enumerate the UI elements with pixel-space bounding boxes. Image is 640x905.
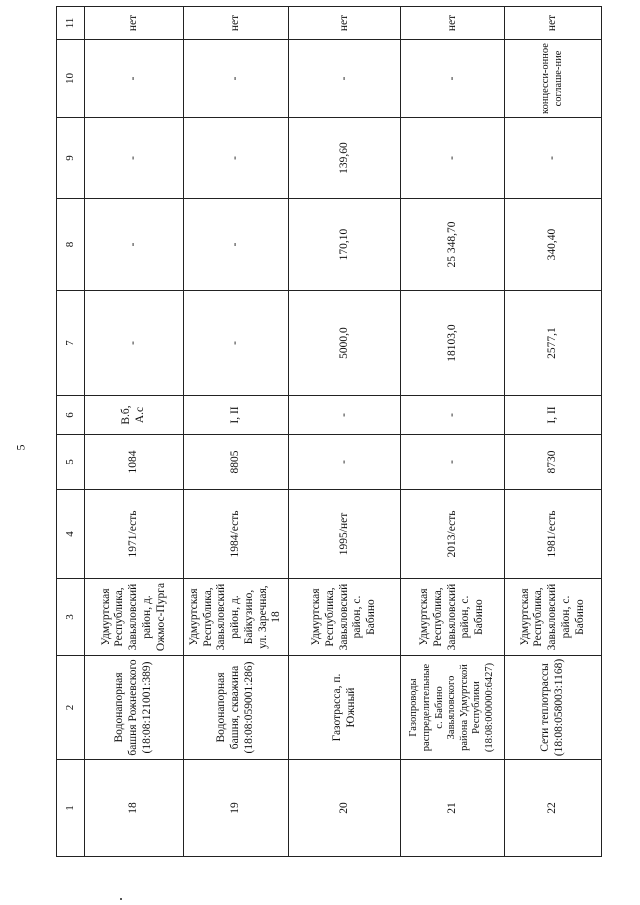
column-header: 9 (57, 117, 85, 198)
row-number-cell: 21 (401, 759, 505, 856)
table-cell: - (184, 117, 289, 198)
table-cell: I, II (505, 395, 602, 434)
column-header: 10 (57, 39, 85, 117)
address-cell: Удмуртская Республика, Завьяловский район, с. Бабино (401, 578, 505, 655)
table-cell: нет (289, 6, 401, 39)
object-name-cell: Водонапорная башня, скважина (18:08:059001:286) (184, 655, 289, 759)
table-cell: - (184, 39, 289, 117)
scan-speck (120, 898, 122, 900)
table-cell: нет (505, 6, 602, 39)
column-header: 2 (57, 655, 85, 759)
table-cell: - (184, 198, 289, 290)
row-number-cell: 19 (184, 759, 289, 856)
year-cell: 1981/есть (505, 489, 602, 578)
table-cell: 2577,1 (505, 290, 602, 395)
column-header: 3 (57, 578, 85, 655)
table-cell: 170,10 (289, 198, 401, 290)
table-cell: нет (85, 6, 184, 39)
table-cell: 5000,0 (289, 290, 401, 395)
row-number-cell: 22 (505, 759, 602, 856)
table-cell: - (401, 395, 505, 434)
table-cell: 18103,0 (401, 290, 505, 395)
column-header: 5 (57, 434, 85, 489)
table-cell: - (289, 39, 401, 117)
year-cell: 1995/нет (289, 489, 401, 578)
column-header: 4 (57, 489, 85, 578)
year-cell: 1984/есть (184, 489, 289, 578)
table-cell: 25 348,70 (401, 198, 505, 290)
address-cell: Удмуртская Республика, Завьяловский район, д. Байкузино, ул. Заречная, 18 (184, 578, 289, 655)
table-cell: - (85, 198, 184, 290)
object-name-cell: Газотрасса, п. Южный (289, 655, 401, 759)
table-cell: - (401, 117, 505, 198)
table-cell: 1084 (85, 434, 184, 489)
address-cell: Удмуртская Республика, Завьяловский район, д. Ожмос-Пурга (85, 578, 184, 655)
row-number-cell: 18 (85, 759, 184, 856)
rotated-table-container (56, 7, 601, 857)
registry-table (56, 6, 602, 857)
table-cell: - (289, 434, 401, 489)
table-cell: 340,40 (505, 198, 602, 290)
year-cell: 2013/есть (401, 489, 505, 578)
column-header: 6 (57, 395, 85, 434)
column-header: 1 (57, 759, 85, 856)
object-name-cell: Сети теплотрассы (18:08:058003:1168) (505, 655, 602, 759)
table-cell: нет (401, 6, 505, 39)
address-cell: Удмуртская Республика, Завьяловский район, с. Бабино (289, 578, 401, 655)
table-cell: концесси-онное соглаше-ние (505, 39, 602, 117)
object-name-cell: Газопроводы распределительные с. Бабино Завьяловского района Удмуртской Республики (18:08:000000:6427) (401, 655, 505, 759)
year-cell: 1971/есть (85, 489, 184, 578)
row-number-cell: 20 (289, 759, 401, 856)
table-cell: - (85, 117, 184, 198)
table-cell: - (184, 290, 289, 395)
column-header: 11 (57, 6, 85, 39)
object-name-cell: Водонапорная башня Рожневского (18:08:121001:389) (85, 655, 184, 759)
column-header: 7 (57, 290, 85, 395)
table-cell: - (401, 39, 505, 117)
table-cell: - (85, 39, 184, 117)
address-cell: Удмуртская Республика, Завьяловский район, с. Бабино (505, 578, 602, 655)
table-cell: - (505, 117, 602, 198)
page-number: 5 (13, 444, 28, 451)
table-cell: нет (184, 6, 289, 39)
column-header: 8 (57, 198, 85, 290)
table-cell: I, II (184, 395, 289, 434)
table-cell: В.б, А.с (85, 395, 184, 434)
table-cell: - (85, 290, 184, 395)
table-cell: - (401, 434, 505, 489)
table-cell: - (289, 395, 401, 434)
table-cell: 8805 (184, 434, 289, 489)
table-cell: 8730 (505, 434, 602, 489)
table-cell: 139,60 (289, 117, 401, 198)
